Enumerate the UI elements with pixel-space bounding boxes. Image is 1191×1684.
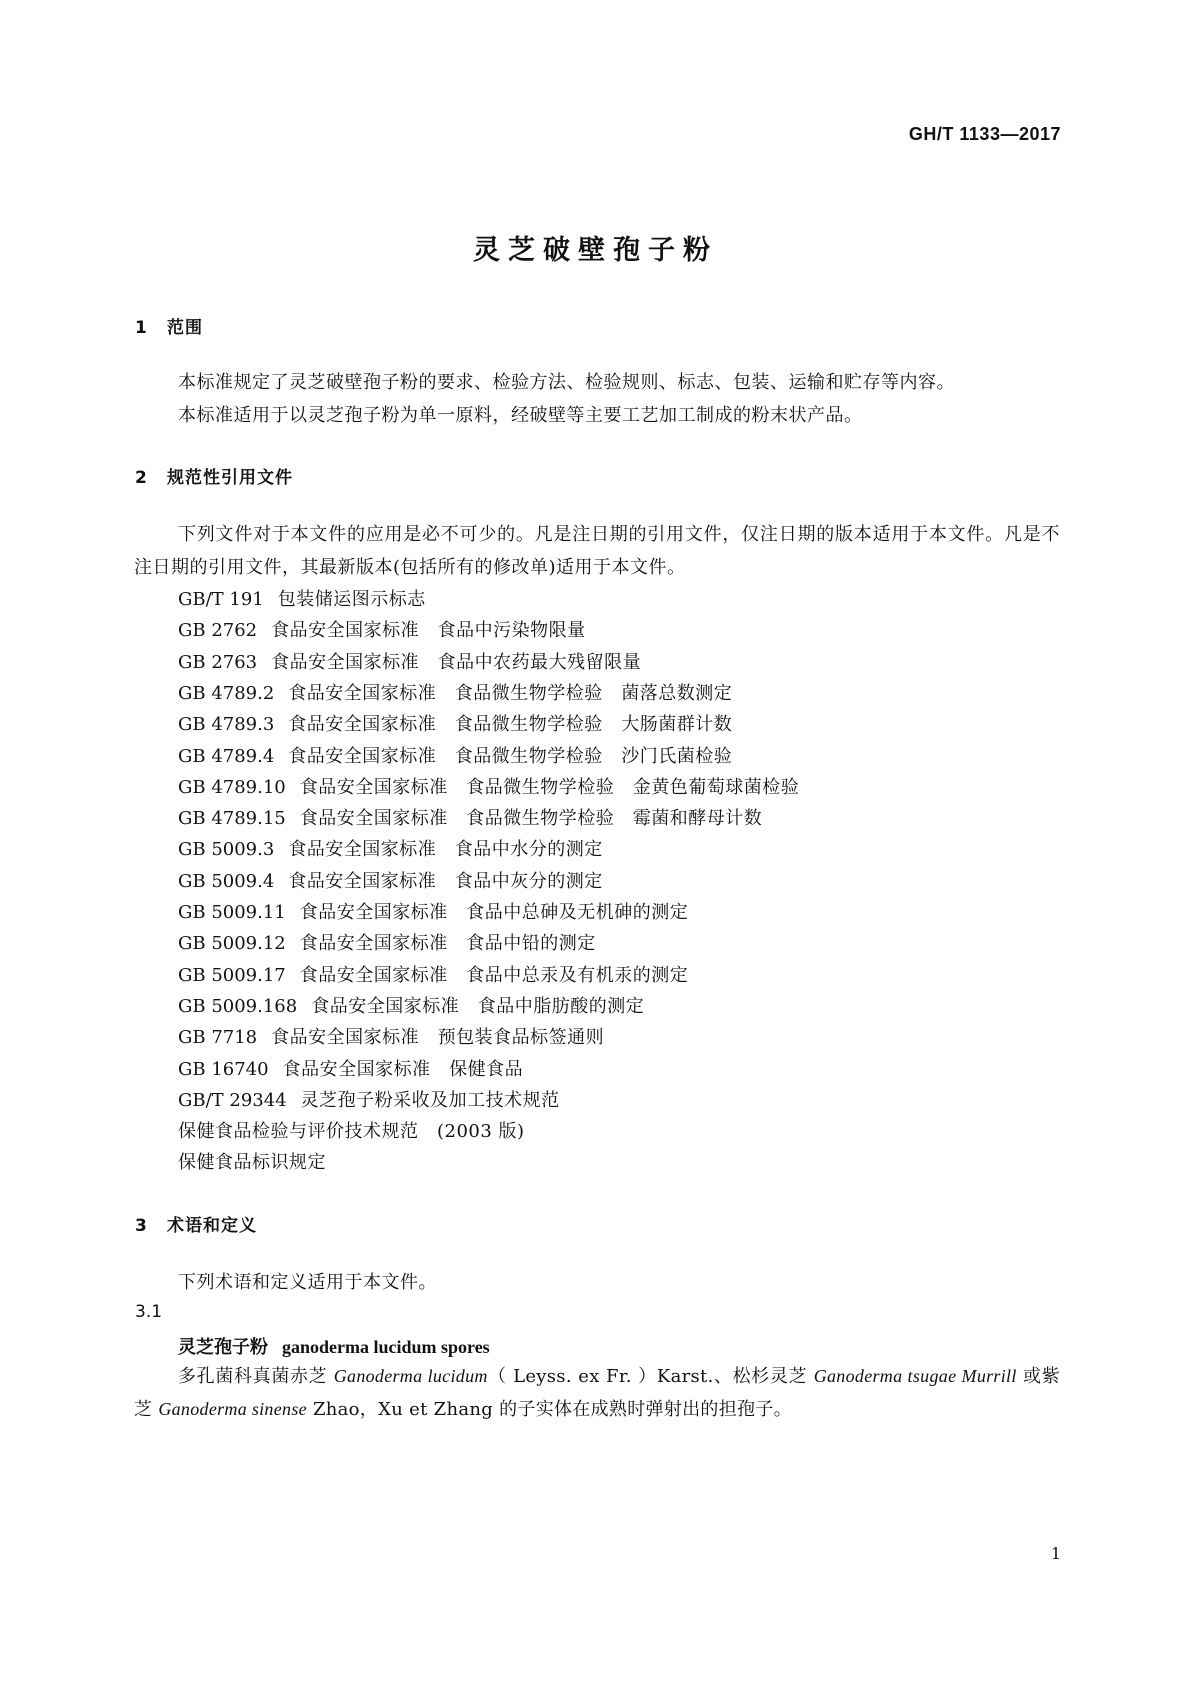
term-name: [178, 1333, 490, 1359]
section-1-heading: [135, 313, 203, 338]
reference-title: 食品安全国家标准 食品微生物学检验 沙门氏菌检验: [288, 746, 733, 767]
reference-title: 食品安全国家标准 食品中铅的测定: [299, 933, 596, 954]
terms-intro: 下列术语和定义适用于本文件。: [178, 1272, 437, 1293]
reference-code: GB 4789.10: [178, 777, 286, 798]
document-title: 灵芝破壁孢子粉: [473, 235, 718, 266]
reference-title: 食品安全国家标准 食品微生物学检验 大肠菌群计数: [288, 714, 733, 735]
reference-code: GB 5009.11: [178, 902, 286, 923]
reference-title: 食品安全国家标准 食品中灰分的测定: [288, 871, 603, 892]
reference-title: 食品安全国家标准 食品中脂肪酸的测定: [311, 996, 645, 1017]
references-intro: 下列文件对于本文件的应用是必不可少的。凡是注日期的引用文件，仅注日期的版本适用于本文件。凡是不注日期的引用文件，其最新版本(包括所有的修改单)适用于本文件。: [134, 524, 1060, 578]
reference-title: 食品安全国家标准 食品中总砷及无机砷的测定: [299, 902, 689, 923]
reference-code: GB/T 29344: [178, 1090, 287, 1111]
reference-item: [178, 1148, 326, 1174]
reference-item: [178, 835, 603, 861]
species-name: Ganoderma lucidum: [333, 1366, 488, 1386]
section-title: 范围: [167, 318, 203, 338]
reference-title: 保健食品标识规定: [178, 1152, 326, 1173]
reference-item: [178, 679, 732, 705]
scope-paragraph-2: 本标准适用于以灵芝孢子粉为单一原料，经破壁等主要工艺加工制成的粉末状产品。: [178, 405, 863, 426]
reference-code: GB 2762: [178, 620, 258, 641]
definition-text: 多孔菌科真菌赤芝: [178, 1366, 334, 1387]
reference-title: 食品安全国家标准 保健食品: [282, 1059, 524, 1080]
reference-code: GB 5009.4: [178, 871, 275, 892]
reference-item: [178, 992, 644, 1018]
reference-title: 食品安全国家标准 食品微生物学检验 菌落总数测定: [288, 683, 733, 704]
definition-text: Zhao，Xu et Zhang 的子实体在成熟时弹射出的担孢子。: [306, 1399, 792, 1420]
reference-code: GB 5009.12: [178, 933, 286, 954]
term-name-en: ganoderma lucidum spores: [282, 1337, 490, 1357]
reference-item: [178, 867, 603, 893]
reference-item: [178, 1023, 604, 1049]
section-title: 规范性引用文件: [167, 468, 293, 488]
reference-code: GB 4789.3: [178, 714, 275, 735]
reference-title: 食品安全国家标准 食品微生物学检验 霉菌和酵母计数: [299, 808, 763, 829]
reference-code: GB 2763: [178, 652, 258, 673]
term-name-cn: 灵芝孢子粉: [178, 1337, 268, 1358]
section-3-heading: [135, 1211, 257, 1236]
reference-title: 食品安全国家标准 食品微生物学检验 金黄色葡萄球菌检验: [299, 777, 800, 798]
section-number: 3: [135, 1216, 148, 1236]
reference-code: GB/T 191: [178, 589, 264, 610]
species-name: Ganoderma sinense: [158, 1399, 307, 1419]
term-number: 3.1: [135, 1302, 163, 1322]
reference-code: GB 4789.15: [178, 808, 286, 829]
scope-paragraph-1: 本标准规定了灵芝破壁孢子粉的要求、检验方法、检验规则、标志、包装、运输和贮存等内容。: [178, 372, 955, 393]
reference-title: 食品安全国家标准 食品中农药最大残留限量: [271, 652, 642, 673]
reference-item: [178, 898, 688, 924]
reference-item: [178, 742, 732, 768]
reference-item: [178, 929, 596, 955]
section-number: 2: [135, 468, 148, 488]
reference-code: GB 4789.2: [178, 683, 275, 704]
reference-code: GB 16740: [178, 1059, 269, 1080]
reference-item: [178, 804, 762, 830]
reference-title: 保健食品检验与评价技术规范 (2003 版): [178, 1121, 525, 1142]
section-title: 术语和定义: [167, 1216, 257, 1236]
standard-code: GH/T 1133—2017: [908, 124, 1061, 144]
reference-item: [178, 1117, 525, 1143]
page-number: 1: [1050, 1544, 1061, 1563]
term-definition: [134, 1360, 1060, 1426]
section-number: 1: [135, 318, 148, 338]
reference-code: GB 5009.168: [178, 996, 298, 1017]
reference-item: [178, 773, 799, 799]
reference-title: 灵芝孢子粉采收及加工技术规范: [300, 1090, 560, 1111]
reference-item: [178, 710, 732, 736]
reference-code: GB 5009.3: [178, 839, 275, 860]
reference-title: 食品安全国家标准 食品中水分的测定: [288, 839, 603, 860]
reference-item: [178, 616, 586, 642]
reference-title: 包装储运图示标志: [277, 589, 426, 610]
definition-text: （ Leyss. ex Fr. ）Karst.、松杉灵芝: [487, 1366, 814, 1387]
reference-code: GB 7718: [178, 1027, 258, 1048]
reference-item: [178, 961, 688, 987]
reference-title: 食品安全国家标准 食品中总汞及有机汞的测定: [299, 965, 689, 986]
reference-item: [178, 1086, 560, 1112]
reference-title: 食品安全国家标准 预包装食品标签通则: [271, 1027, 605, 1048]
reference-code: GB 4789.4: [178, 746, 275, 767]
reference-item: [178, 648, 641, 674]
section-2-heading: [135, 463, 293, 488]
reference-item: [178, 585, 426, 611]
species-name: Ganoderma tsugae Murrill: [813, 1366, 1017, 1386]
reference-code: GB 5009.17: [178, 965, 286, 986]
definition-text: 或紫芝: [134, 1366, 1060, 1420]
reference-title: 食品安全国家标准 食品中污染物限量: [271, 620, 586, 641]
reference-item: [178, 1055, 523, 1081]
